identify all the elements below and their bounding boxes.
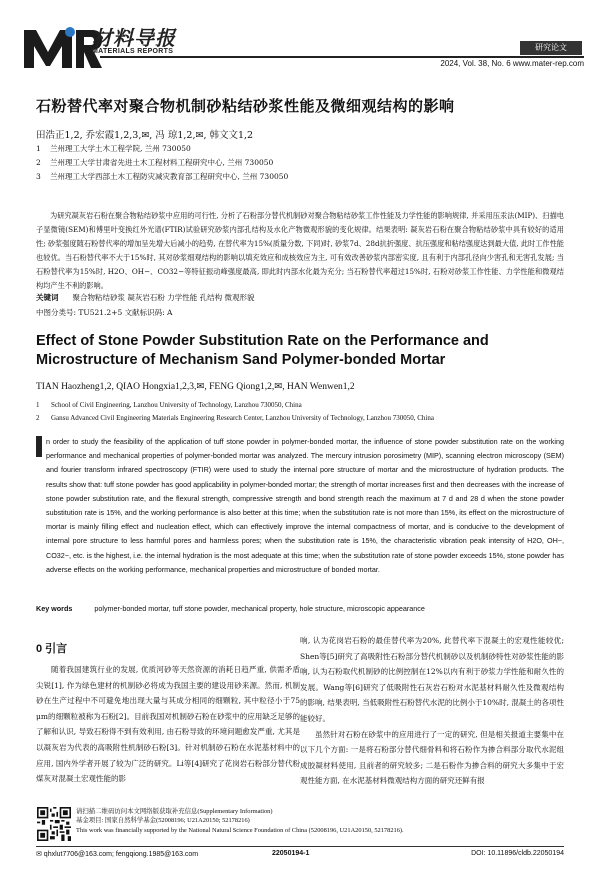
body-column-left	[36, 662, 300, 787]
page-number: 22050194-1	[272, 850, 310, 857]
qr-code-icon	[37, 807, 71, 841]
journal-logo	[22, 22, 102, 72]
journal-name-cn: 材料导报	[92, 28, 176, 50]
dropcap-bar	[36, 436, 42, 457]
issue-info: 2024, Vol. 38, No. 6 www.mater-rep.com	[440, 59, 584, 68]
affiliation-cn	[36, 143, 191, 154]
aff-text: Gansu Advanced Civil Engineering Materials Engineering Research Center, Lanzhou University of Technology, Lanzhou 730050, China	[51, 414, 434, 422]
supplementary-note: 请扫描二维码访问本文网络版获取补充信息(Supplementary Information)	[76, 808, 273, 815]
aff-number: 2	[36, 158, 41, 167]
body-column-right	[300, 633, 564, 789]
aff-text: School of Civil Engineering, Lanzhou University of Technology, Lanzhou 730050, China	[51, 401, 302, 409]
column-tag: 研究论文	[520, 41, 582, 55]
abstract-en: n order to study the feasibility of the application of tuff stone powder in polymer-bonded mortar, the influence of stone powder substitution rate on the working performance and mechanical properties of polymer-bonded mortar was analyzed. The mercury intrusion porosimetry (MIP), scanning electron microscopy (SEM) and fourier transform infrared spectroscopy (FTIR) were used to study the internal pore structure of mortar and the microstructure of hydration products. The results show that: tuff stone powder has good applicability in polymer-bonded mortar; the strength of mortar increases first and then decreases with the increase of stone powder substitution rate, and the flexural strength, compressive strength and bond strength reach the maximum at 7 d and 28 d when the stone powder substitution rate is 15%, and the working performance is also better at this time; when the substitution rate is not more than 15%, its effect on the microstructure of mortar is mainly filling effect and nucleation effect, which can effectively improve the internal compactness of mortar, and is conducive to the development of internal pore structure to less harmful pores and harmless pores; when the substitution rate is 15%, the characteristic vibration peak intensity of H2O, OH−, CO32−, etc. is the highest, i.e. the internal hydration is the most adequate at this time; when the substitution rate of stone powder exceeds 15%, stone powder has adverse effects on the working performance, mechanical properties and microstructure of bonded mortar.	[46, 437, 564, 574]
doi: DOI: 10.11896/cldb.22050194	[471, 850, 564, 857]
aff-text: 兰州理工大学甘肃省先进土木工程材料工程研究中心, 兰州 730050	[50, 158, 274, 167]
abstract-cn: 为研究凝灰岩石粉在聚合物粘结砂浆中应用的可行性, 分析了石粉部分替代机制砂对聚合物粘结砂浆工作性能及力学性能的影响规律, 并采用压汞法(MIP)、扫描电子显微镜(SEM)和傅里叶变换红外光谱(FTIR)试验研究砂浆内部孔结构及水化产物微观形貌的变化规律。结果表明: 凝灰岩石粉在聚合物粘结砂浆中具有较好的适用性; 砂浆强度随石粉替代率的增加呈先增大后减小的趋势, 在替代率为15%(质量分数, 下同)时, 砂浆7d、28d抗折强度、抗压强度和粘结强度达到最大值, 此时工作性能也较优。当石粉替代率不大于15%时, 其对砂浆细观结构的影响以填充效应和成核效应为主, 可有效改善砂浆内部密实度, 且有利于内部孔径向少害孔和无害孔发展; 当石粉替代率为15%时, H2O、OH−、CO32−等特征振动峰强度最高, 即此时内部水化最为充分; 当石粉替代率超过15%时, 石粉对砂浆工作性能、力学性能和微观结构均产生不利的影响。	[36, 211, 564, 290]
aff-number: 1	[36, 144, 41, 153]
fund-cn: 基金项目: 国家自然科学基金(52008196; U21A20150; 52178216)	[76, 817, 250, 825]
aff-number: 2	[36, 414, 40, 422]
footer-rule	[36, 846, 564, 847]
paragraph: 随着我国建筑行业的发展, 优质河砂等天然资源的消耗日趋严重, 供需矛盾尖锐[1], 作为绿色建材的机制砂必将成为我国主要的建设用砂来源。然而, 机制砂在生产过程中不可避免地出现大量与其成分相同的细颗粒, 其中粒径小于75 μm的细颗粒被称为石粉[2]。目前我国对机制砂石粉在砂浆中的应用缺乏足够的了解和认识, 导致石粉得不到有效利用, 由石粉导致的环境问题愈发严重, 尤其是以凝灰岩为代表的高吸附性机制砂石粉[3]。针对机制砂石粉在水泥基材料中的应用, 国内外学者开展了较为广泛的研究。Li等[4]研究了花岗岩石粉部分替代粉煤灰对混凝土宏观性能的影	[36, 665, 300, 784]
aff-number: 1	[36, 401, 40, 409]
authors-en: TIAN Haozheng1,2, QIAO Hongxia1,2,3,✉, FENG Qiong1,2,✉, HAN Wenwen1,2	[36, 382, 355, 392]
affiliation-cn	[36, 171, 288, 182]
keywords-text: 聚合物粘结砂浆 凝灰岩石粉 力学性能 孔结构 微观形貌	[72, 293, 255, 302]
paragraph: 虽然针对石粉在砂浆中的应用进行了一定的研究, 但是相关报道主要集中在以下几个方面: 一是将石粉部分替代细骨料和将石粉作为掺合料部分取代水泥组成胶凝材料使用, 且前者的研究较多; 二是石粉作为掺合料的研究大多集中于宏观性能方面, 在水泥基材料微观结构方面的研究还鲜有报	[300, 729, 564, 786]
corresponding-email: ✉ qhxlut7706@163.com; fengqiong.1985@163.com	[36, 851, 199, 858]
keywords-text: polymer-bonded mortar, tuff stone powder, mechanical property, hole structure, microscopic appearance	[94, 604, 425, 613]
funding-note	[76, 807, 566, 835]
paragraph: 响, 认为花岗岩石粉的最佳替代率为20%, 此替代率下混凝土的宏观性能较优; Shen等[5]研究了高吸附性石粉部分替代机制砂以及机制砂特性对砂浆性能的影响, 认为石粉取代机制砂的比例控制在12%以内有利于砂浆力学性能和耐久性的发展。Wang等[6]研究了低吸附性石灰岩石粉对水泥基材料耐久性及微观结构的影响, 结果表明, 当低吸附性石粉替代水泥的比例小于10%时, 混凝土的各项性能较好。	[300, 636, 564, 723]
aff-number: 3	[36, 172, 41, 181]
authors-cn: 田浩正1,2, 乔宏霞1,2,3,✉, 冯 琼1,2,✉, 韩文文1,2	[36, 130, 254, 141]
affiliation-en	[36, 412, 564, 425]
affiliation-en	[36, 399, 564, 412]
aff-text: 兰州理工大学西部土木工程防灾减灾教育部工程研究中心, 兰州 730050	[50, 172, 289, 181]
title-cn: 石粉替代率对聚合物机制砂粘结砂浆性能及微细观结构的影响	[36, 98, 455, 115]
aff-text: 兰州理工大学土木工程学院, 兰州 730050	[50, 144, 191, 153]
section-title: 0 引言	[36, 643, 68, 655]
header-rule	[100, 56, 584, 58]
journal-name-en: MATERIALS REPORTS	[92, 48, 174, 55]
keywords-label: Key words	[36, 604, 73, 613]
keywords-label: 关键词	[36, 293, 59, 302]
keywords-cn	[36, 292, 255, 303]
classification-cn: 中图分类号: TU521.2+5 文献标识码: A	[36, 308, 173, 317]
affiliation-cn	[36, 157, 273, 168]
keywords-en	[36, 604, 425, 613]
title-en: Effect of Stone Powder Substitution Rate on the Performance and Microstructure of Mechanism Sand Polymer-bonded Mortar	[36, 333, 489, 368]
fund-en: This work was financially supported by the National Natural Science Foundation of China (52008196, U21A20150, 52178216).	[76, 826, 404, 834]
